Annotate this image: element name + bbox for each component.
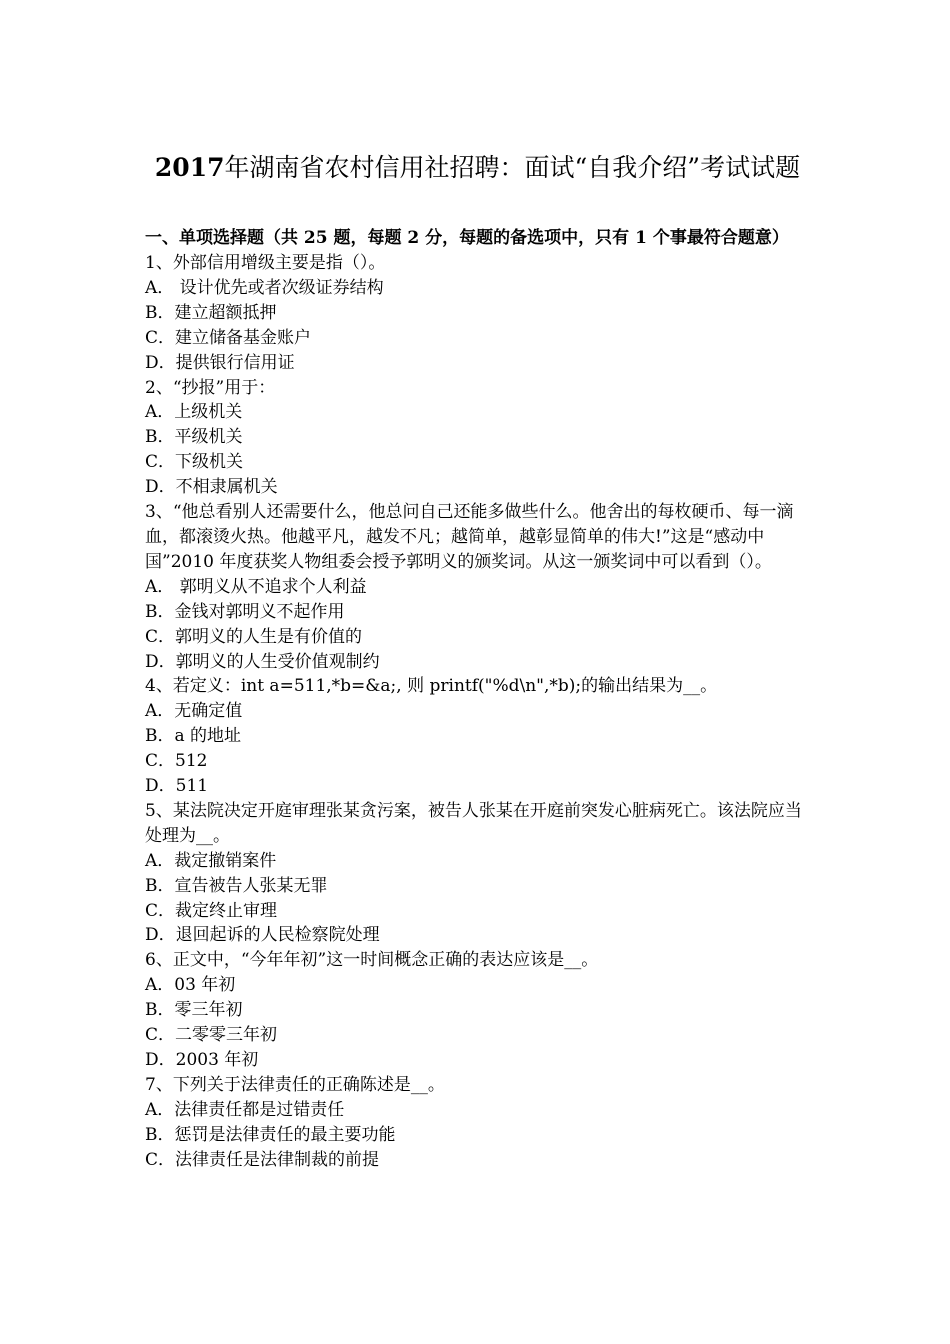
answer-option: D．511 <box>145 776 209 797</box>
answer-option: B．零三年初 <box>145 1000 243 1021</box>
answer-option: C．法律责任是法律制裁的前提 <box>145 1149 380 1170</box>
document-content <box>145 148 810 1173</box>
answer-option: B．建立超额抵押 <box>145 302 277 323</box>
answer-option: C．512 <box>145 751 208 772</box>
answer-option: C．裁定终止审理 <box>145 900 278 921</box>
question-text: 4、若定义：int a=511,*b=&a;, 则 printf("%d\n",*b);的输出结果为__。 <box>145 676 718 697</box>
question-block <box>145 376 810 501</box>
answer-option: C．建立储备基金账户 <box>145 327 312 348</box>
answer-option: B．惩罚是法律责任的最主要功能 <box>145 1124 396 1145</box>
answer-option: D．郭明义的人生受价值观制约 <box>145 651 380 672</box>
answer-option: D．2003 年初 <box>145 1050 259 1070</box>
answer-option: A．裁定撤销案件 <box>145 850 277 871</box>
question-list <box>145 251 810 1173</box>
answer-option: B．a 的地址 <box>145 726 242 747</box>
answer-option: B．金钱对郭明义不起作用 <box>145 601 345 622</box>
page-title <box>145 148 810 188</box>
answer-option: B．宣告被告人张某无罪 <box>145 875 328 896</box>
question-text: 5、某法院决定开庭审理张某贪污案，被告人张某在开庭前突发心脏病死亡。该法院应当处理为__。 <box>145 800 802 846</box>
answer-option: D．不相隶属机关 <box>145 477 278 498</box>
section-heading: 一、单项选择题（共 25 题，每题 2 分，每题的备选项中，只有 1 个事最符合题意） <box>145 228 789 248</box>
question-text: 6、正文中，“今年年初”这一时间概念正确的表达应该是__。 <box>145 950 599 971</box>
answer-option: D．提供银行信用证 <box>145 352 295 373</box>
question-block <box>145 948 810 1073</box>
answer-option: A．03 年初 <box>145 975 236 996</box>
answer-option: D．退回起诉的人民检察院处理 <box>145 925 380 946</box>
answer-option: C．郭明义的人生是有价值的 <box>145 626 363 647</box>
title-text: 年湖南省农村信用社招聘：面试“自我介绍”考试试题 <box>224 153 801 182</box>
answer-option: A．无确定值 <box>145 701 243 722</box>
question-block <box>145 674 810 799</box>
question-text: 2、“抄报”用于： <box>145 377 276 398</box>
question-text: 1、外部信用增级主要是指（）。 <box>145 253 386 273</box>
question-block <box>145 799 810 948</box>
answer-option: A． 郭明义从不追求个人利益 <box>145 576 367 597</box>
answer-option: C．下级机关 <box>145 452 244 473</box>
answer-option: A．上级机关 <box>145 402 243 423</box>
answer-option: A． 设计优先或者次级证券结构 <box>145 277 384 298</box>
question-block <box>145 1073 810 1173</box>
answer-option: A．法律责任都是过错责任 <box>145 1099 345 1120</box>
title-year: 2017 <box>154 153 225 182</box>
question-text: 3、“他总看别人还需要什么，他总问自己还能多做些什么。他舍出的每枚硬币、每一滴血，都滚烫火热。他越平凡，越发不凡；越简单，越彰显简单的伟大!”这是“感动中国”2010 年度获奖人物组委会授予郭明义的颁奖词。从这一颁奖词中可以看到（）。 <box>145 502 794 572</box>
question-block <box>145 500 810 674</box>
answer-option: C．二零零三年初 <box>145 1025 278 1046</box>
question-block <box>145 251 810 376</box>
question-text: 7、下列关于法律责任的正确陈述是__。 <box>145 1074 445 1095</box>
answer-option: B．平级机关 <box>145 427 243 448</box>
